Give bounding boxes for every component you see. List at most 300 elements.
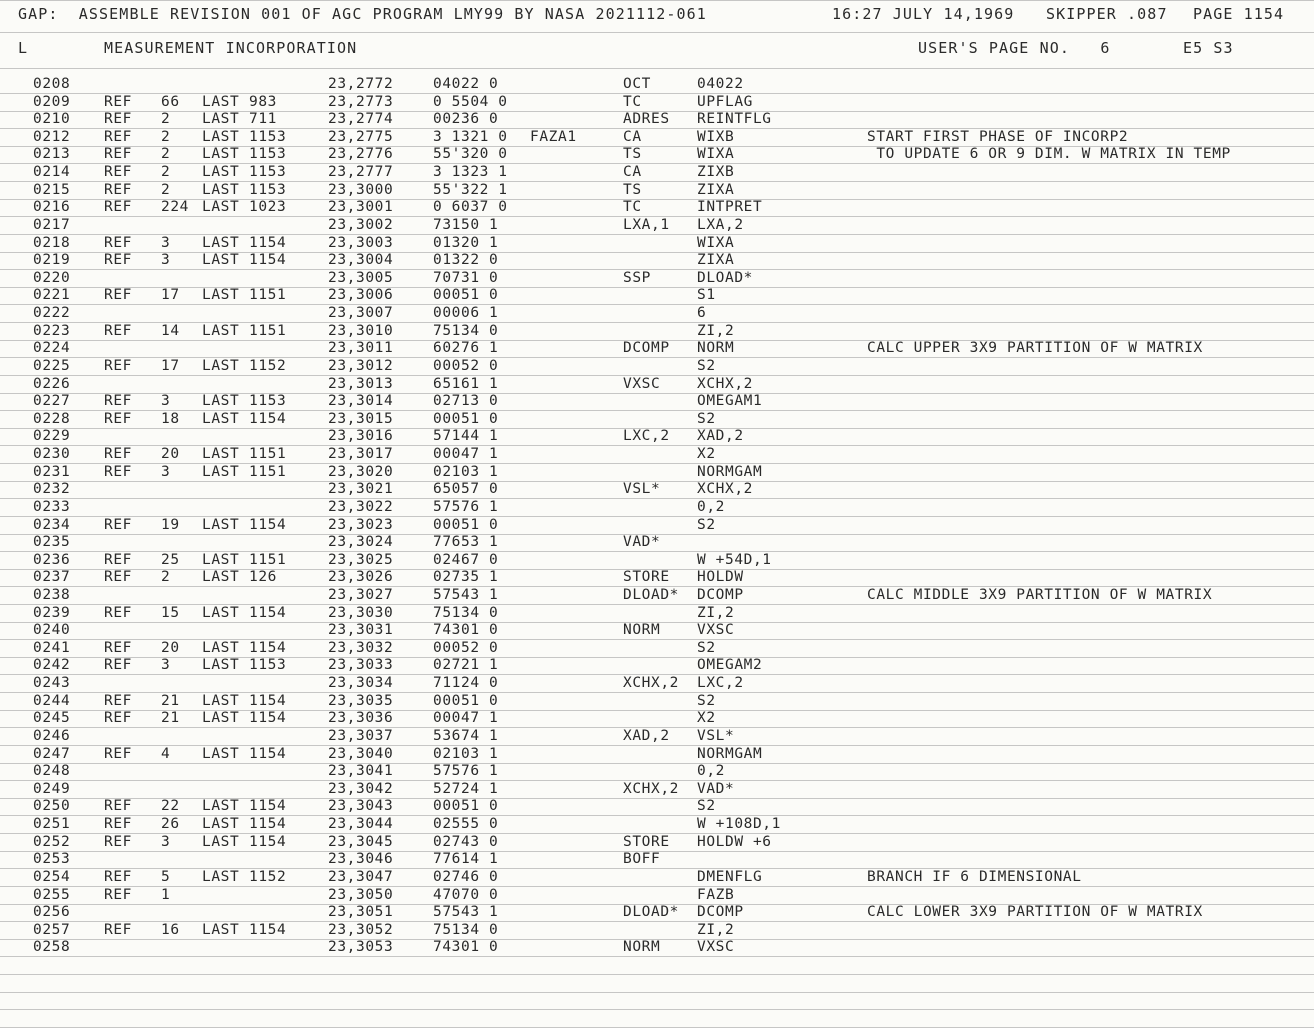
line-number: 0224	[33, 340, 71, 357]
line-number: 0239	[33, 604, 71, 621]
last-keyword: LAST	[202, 604, 240, 621]
octal-word: 57543 1	[433, 586, 499, 603]
line-number: 0232	[33, 481, 71, 498]
ref-keyword: REF	[104, 710, 132, 727]
last-page: 126	[249, 569, 277, 586]
ref-keyword: REF	[104, 410, 132, 427]
address: 23,3013	[328, 375, 394, 392]
operand: ZIXA	[697, 181, 735, 198]
line-number: 0255	[33, 886, 71, 903]
line-number: 0210	[33, 111, 71, 128]
ref-count: 25	[161, 551, 180, 568]
last-page: 1151	[249, 463, 287, 480]
last-keyword: LAST	[202, 692, 240, 709]
ref-keyword: REF	[104, 111, 132, 128]
line-number: 0254	[33, 868, 71, 885]
opcode: DLOAD*	[623, 904, 679, 921]
ref-keyword: REF	[104, 868, 132, 885]
ref-count: 14	[161, 322, 180, 339]
operand: 6	[697, 305, 707, 322]
line-number: 0217	[33, 216, 71, 233]
line-number: 0215	[33, 181, 71, 198]
ref-keyword: REF	[104, 798, 132, 815]
line-number: 0218	[33, 234, 71, 251]
operand: DMENFLG	[697, 868, 763, 885]
opcode: LXA,1	[623, 216, 670, 233]
ref-keyword: REF	[104, 639, 132, 656]
line-number: 0233	[33, 498, 71, 515]
line-number: 0247	[33, 745, 71, 762]
octal-word: 47070 0	[433, 886, 499, 903]
octal-word: 55'322 1	[433, 181, 508, 198]
operand: S2	[697, 357, 716, 374]
ref-keyword: REF	[104, 569, 132, 586]
octal-word: 02555 0	[433, 816, 499, 833]
opcode: BOFF	[623, 851, 661, 868]
operand: S1	[697, 287, 716, 304]
last-keyword: LAST	[202, 463, 240, 480]
address: 23,3036	[328, 710, 394, 727]
line-number: 0246	[33, 727, 71, 744]
last-keyword: LAST	[202, 921, 240, 938]
opcode: TS	[623, 146, 642, 163]
last-keyword: LAST	[202, 393, 240, 410]
octal-word: 00051 0	[433, 692, 499, 709]
last-keyword: LAST	[202, 657, 240, 674]
address: 23,3035	[328, 692, 394, 709]
comment: BRANCH IF 6 DIMENSIONAL	[867, 868, 1082, 885]
line-number: 0223	[33, 322, 71, 339]
ref-count: 26	[161, 816, 180, 833]
section-code: E5 S3	[1183, 39, 1234, 57]
ref-keyword: REF	[104, 199, 132, 216]
ref-count: 21	[161, 692, 180, 709]
line-number: 0242	[33, 657, 71, 674]
last-keyword: LAST	[202, 199, 240, 216]
address: 23,3044	[328, 816, 394, 833]
address: 23,3045	[328, 833, 394, 850]
last-keyword: LAST	[202, 833, 240, 850]
address: 23,3033	[328, 657, 394, 674]
operand: 0,2	[697, 498, 725, 515]
line-number: 0221	[33, 287, 71, 304]
address: 23,3052	[328, 921, 394, 938]
line-number: 0241	[33, 639, 71, 656]
opcode: NORM	[623, 622, 661, 639]
last-page: 1154	[249, 798, 287, 815]
header-operator: SKIPPER .087	[1046, 5, 1168, 23]
octal-word: 02467 0	[433, 551, 499, 568]
operand: S2	[697, 798, 716, 815]
octal-word: 01322 0	[433, 252, 499, 269]
line-number: 0256	[33, 904, 71, 921]
address: 23,3025	[328, 551, 394, 568]
opcode: NORM	[623, 939, 661, 956]
opcode: CA	[623, 128, 642, 145]
last-keyword: LAST	[202, 111, 240, 128]
last-keyword: LAST	[202, 322, 240, 339]
operand: VXSC	[697, 622, 735, 639]
opcode: XCHX,2	[623, 675, 679, 692]
octal-word: 65057 0	[433, 481, 499, 498]
opcode: TC	[623, 93, 642, 110]
operand: DCOMP	[697, 904, 744, 921]
octal-word: 04022 0	[433, 76, 499, 92]
address: 23,3021	[328, 481, 394, 498]
last-page: 1153	[249, 657, 287, 674]
address: 23,3034	[328, 675, 394, 692]
operand: DCOMP	[697, 586, 744, 603]
last-keyword: LAST	[202, 710, 240, 727]
last-keyword: LAST	[202, 551, 240, 568]
address: 23,3046	[328, 851, 394, 868]
octal-word: 02735 1	[433, 569, 499, 586]
operand: NORM	[697, 340, 735, 357]
address: 23,2774	[328, 111, 394, 128]
line-number: 0253	[33, 851, 71, 868]
operand: ZIXA	[697, 252, 735, 269]
comment: CALC LOWER 3X9 PARTITION OF W MATRIX	[867, 904, 1203, 921]
operand: VSL*	[697, 727, 735, 744]
last-keyword: LAST	[202, 128, 240, 145]
opcode: VSL*	[623, 481, 661, 498]
octal-word: 75134 0	[433, 322, 499, 339]
ref-keyword: REF	[104, 234, 132, 251]
octal-word: 3 1321 0	[433, 128, 508, 145]
operand: OMEGAM1	[697, 393, 763, 410]
last-page: 1153	[249, 128, 287, 145]
last-page: 1154	[249, 833, 287, 850]
opcode: XAD,2	[623, 727, 670, 744]
opcode: DCOMP	[623, 340, 670, 357]
address: 23,3023	[328, 516, 394, 533]
last-keyword: LAST	[202, 164, 240, 181]
ref-count: 15	[161, 604, 180, 621]
address: 23,3030	[328, 604, 394, 621]
operand: S2	[697, 410, 716, 427]
octal-word: 00051 0	[433, 516, 499, 533]
ref-keyword: REF	[104, 921, 132, 938]
operand: ZI,2	[697, 322, 735, 339]
last-page: 1154	[249, 252, 287, 269]
last-page: 1154	[249, 816, 287, 833]
ref-count: 2	[161, 569, 171, 586]
octal-word: 00052 0	[433, 357, 499, 374]
octal-word: 00006 1	[433, 305, 499, 322]
address: 23,3026	[328, 569, 394, 586]
octal-word: 0 6037 0	[433, 199, 508, 216]
operand: S2	[697, 639, 716, 656]
address: 23,3016	[328, 428, 394, 445]
operand: ZI,2	[697, 604, 735, 621]
header-timestamp: 16:27 JULY 14,1969	[832, 5, 1015, 23]
octal-word: 00052 0	[433, 639, 499, 656]
ref-count: 3	[161, 252, 171, 269]
address: 23,3024	[328, 534, 394, 551]
operand: S2	[697, 692, 716, 709]
octal-word: 75134 0	[433, 921, 499, 938]
last-page: 1151	[249, 287, 287, 304]
last-page: 1151	[249, 322, 287, 339]
ref-keyword: REF	[104, 745, 132, 762]
octal-word: 00051 0	[433, 410, 499, 427]
opcode: LXC,2	[623, 428, 670, 445]
ref-count: 16	[161, 921, 180, 938]
octal-word: 65161 1	[433, 375, 499, 392]
octal-word: 71124 0	[433, 675, 499, 692]
last-keyword: LAST	[202, 181, 240, 198]
ref-keyword: REF	[104, 657, 132, 674]
operand: XCHX,2	[697, 481, 753, 498]
address: 23,3032	[328, 639, 394, 656]
operand: WIXA	[697, 234, 735, 251]
ref-count: 2	[161, 181, 171, 198]
ref-count: 18	[161, 410, 180, 427]
address: 23,3001	[328, 199, 394, 216]
octal-word: 57543 1	[433, 904, 499, 921]
octal-word: 02721 1	[433, 657, 499, 674]
line-number: 0231	[33, 463, 71, 480]
octal-word: 00051 0	[433, 798, 499, 815]
octal-word: 53674 1	[433, 727, 499, 744]
ref-count: 3	[161, 463, 171, 480]
octal-word: 0 5504 0	[433, 93, 508, 110]
operand: VAD*	[697, 780, 735, 797]
ref-count: 66	[161, 93, 180, 110]
operand: W +54D,1	[697, 551, 772, 568]
line-number: 0228	[33, 410, 71, 427]
ref-keyword: REF	[104, 886, 132, 903]
opcode: TS	[623, 181, 642, 198]
operand: XCHX,2	[697, 375, 753, 392]
operand: UPFLAG	[697, 93, 753, 110]
address: 23,3053	[328, 939, 394, 956]
line-number: 0252	[33, 833, 71, 850]
line-number: 0251	[33, 816, 71, 833]
line-number: 0212	[33, 128, 71, 145]
last-page: 983	[249, 93, 277, 110]
ref-keyword: REF	[104, 604, 132, 621]
line-number: 0236	[33, 551, 71, 568]
operand: WIXB	[697, 128, 735, 145]
last-page: 711	[249, 111, 277, 128]
octal-word: 00047 1	[433, 710, 499, 727]
line-number: 0209	[33, 93, 71, 110]
ref-keyword: REF	[104, 181, 132, 198]
octal-word: 52724 1	[433, 780, 499, 797]
line-number: 0244	[33, 692, 71, 709]
operand: ZIXB	[697, 164, 735, 181]
ref-count: 2	[161, 146, 171, 163]
user-page-number: USER'S PAGE NO. 6	[918, 39, 1111, 57]
address: 23,2776	[328, 146, 394, 163]
ref-keyword: REF	[104, 146, 132, 163]
octal-word: 74301 0	[433, 622, 499, 639]
header-page: PAGE 1154	[1193, 5, 1285, 23]
operand: WIXA	[697, 146, 735, 163]
last-page: 1154	[249, 234, 287, 251]
ref-keyword: REF	[104, 393, 132, 410]
address: 23,3042	[328, 780, 394, 797]
operand: NORMGAM	[697, 463, 763, 480]
ref-count: 2	[161, 128, 171, 145]
line-number: 0248	[33, 763, 71, 780]
octal-word: 74301 0	[433, 939, 499, 956]
last-keyword: LAST	[202, 639, 240, 656]
opcode: CA	[623, 164, 642, 181]
opcode: ADRES	[623, 111, 670, 128]
ref-count: 19	[161, 516, 180, 533]
octal-word: 77653 1	[433, 534, 499, 551]
ref-keyword: REF	[104, 692, 132, 709]
ref-count: 2	[161, 164, 171, 181]
last-page: 1151	[249, 551, 287, 568]
octal-word: 57144 1	[433, 428, 499, 445]
ref-count: 4	[161, 745, 171, 762]
address: 23,3037	[328, 727, 394, 744]
opcode: SSP	[623, 269, 651, 286]
operand: INTPRET	[697, 199, 763, 216]
octal-word: 75134 0	[433, 604, 499, 621]
last-keyword: LAST	[202, 357, 240, 374]
ref-count: 2	[161, 111, 171, 128]
line-number: 0229	[33, 428, 71, 445]
address: 23,3050	[328, 886, 394, 903]
opcode: STORE	[623, 833, 670, 850]
octal-word: 55'320 0	[433, 146, 508, 163]
operand: FAZB	[697, 886, 735, 903]
last-page: 1154	[249, 710, 287, 727]
line-number: 0222	[33, 305, 71, 322]
line-number: 0250	[33, 798, 71, 815]
octal-word: 57576 1	[433, 763, 499, 780]
ref-keyword: REF	[104, 816, 132, 833]
comment: TO UPDATE 6 OR 9 DIM. W MATRIX IN TEMP	[867, 146, 1231, 163]
ref-keyword: REF	[104, 93, 132, 110]
last-keyword: LAST	[202, 234, 240, 251]
line-number: 0213	[33, 146, 71, 163]
operand: HOLDW +6	[697, 833, 772, 850]
ref-keyword: REF	[104, 446, 132, 463]
ref-count: 20	[161, 639, 180, 656]
ref-keyword: REF	[104, 252, 132, 269]
operand: DLOAD*	[697, 269, 753, 286]
line-number: 0257	[33, 921, 71, 938]
ref-count: 1	[161, 886, 171, 903]
line-number: 0249	[33, 780, 71, 797]
line-number: 0230	[33, 446, 71, 463]
ref-keyword: REF	[104, 833, 132, 850]
last-page: 1154	[249, 921, 287, 938]
line-number: 0240	[33, 622, 71, 639]
line-number: 0234	[33, 516, 71, 533]
comment: START FIRST PHASE OF INCORP2	[867, 128, 1129, 145]
last-keyword: LAST	[202, 410, 240, 427]
last-keyword: LAST	[202, 745, 240, 762]
address: 23,2775	[328, 128, 394, 145]
last-page: 1154	[249, 745, 287, 762]
operand: REINTFLG	[697, 111, 772, 128]
address: 23,3010	[328, 322, 394, 339]
last-page: 1152	[249, 868, 287, 885]
opcode: OCT	[623, 76, 651, 92]
line-number: 0245	[33, 710, 71, 727]
last-page: 1154	[249, 410, 287, 427]
last-page: 1153	[249, 393, 287, 410]
address: 23,3003	[328, 234, 394, 251]
opcode: XCHX,2	[623, 780, 679, 797]
last-page: 1154	[249, 692, 287, 709]
octal-word: 77614 1	[433, 851, 499, 868]
last-page: 1151	[249, 446, 287, 463]
last-page: 1153	[249, 181, 287, 198]
octal-word: 02746 0	[433, 868, 499, 885]
operand: X2	[697, 710, 716, 727]
operand: NORMGAM	[697, 745, 763, 762]
ref-count: 224	[161, 199, 189, 216]
last-page: 1154	[249, 639, 287, 656]
address: 23,3017	[328, 446, 394, 463]
address: 23,3027	[328, 586, 394, 603]
line-number: 0243	[33, 675, 71, 692]
address: 23,3051	[328, 904, 394, 921]
line-number: 0208	[33, 76, 71, 92]
line-number: 0225	[33, 357, 71, 374]
octal-word: 57576 1	[433, 498, 499, 515]
octal-word: 3 1323 1	[433, 164, 508, 181]
last-keyword: LAST	[202, 93, 240, 110]
ref-count: 5	[161, 868, 171, 885]
line-number: 0235	[33, 534, 71, 551]
octal-word: 02743 0	[433, 833, 499, 850]
line-number: 0227	[33, 393, 71, 410]
opcode: STORE	[623, 569, 670, 586]
address: 23,3006	[328, 287, 394, 304]
operand: ZI,2	[697, 921, 735, 938]
address: 23,3005	[328, 269, 394, 286]
opcode: VAD*	[623, 534, 661, 551]
operand: XAD,2	[697, 428, 744, 445]
opcode: DLOAD*	[623, 586, 679, 603]
header-title: GAP: ASSEMBLE REVISION 001 OF AGC PROGRAM LMY99 BY NASA 2021112-061	[18, 5, 707, 23]
operand: LXA,2	[697, 216, 744, 233]
line-number: 0214	[33, 164, 71, 181]
octal-word: 70731 0	[433, 269, 499, 286]
octal-word: 00236 0	[433, 111, 499, 128]
address: 23,3004	[328, 252, 394, 269]
opcode: VXSC	[623, 375, 661, 392]
ref-keyword: REF	[104, 322, 132, 339]
opcode: TC	[623, 199, 642, 216]
ref-keyword: REF	[104, 128, 132, 145]
operand: W +108D,1	[697, 816, 781, 833]
ref-count: 3	[161, 234, 171, 251]
ref-keyword: REF	[104, 287, 132, 304]
log-section-label: L	[18, 39, 29, 57]
line-number: 0219	[33, 252, 71, 269]
line-number: 0238	[33, 586, 71, 603]
last-keyword: LAST	[202, 868, 240, 885]
address: 23,3000	[328, 181, 394, 198]
octal-word: 73150 1	[433, 216, 499, 233]
last-page: 1154	[249, 516, 287, 533]
address: 23,3007	[328, 305, 394, 322]
address: 23,2777	[328, 164, 394, 181]
line-number: 0237	[33, 569, 71, 586]
line-number: 0220	[33, 269, 71, 286]
last-keyword: LAST	[202, 816, 240, 833]
last-page: 1153	[249, 164, 287, 181]
